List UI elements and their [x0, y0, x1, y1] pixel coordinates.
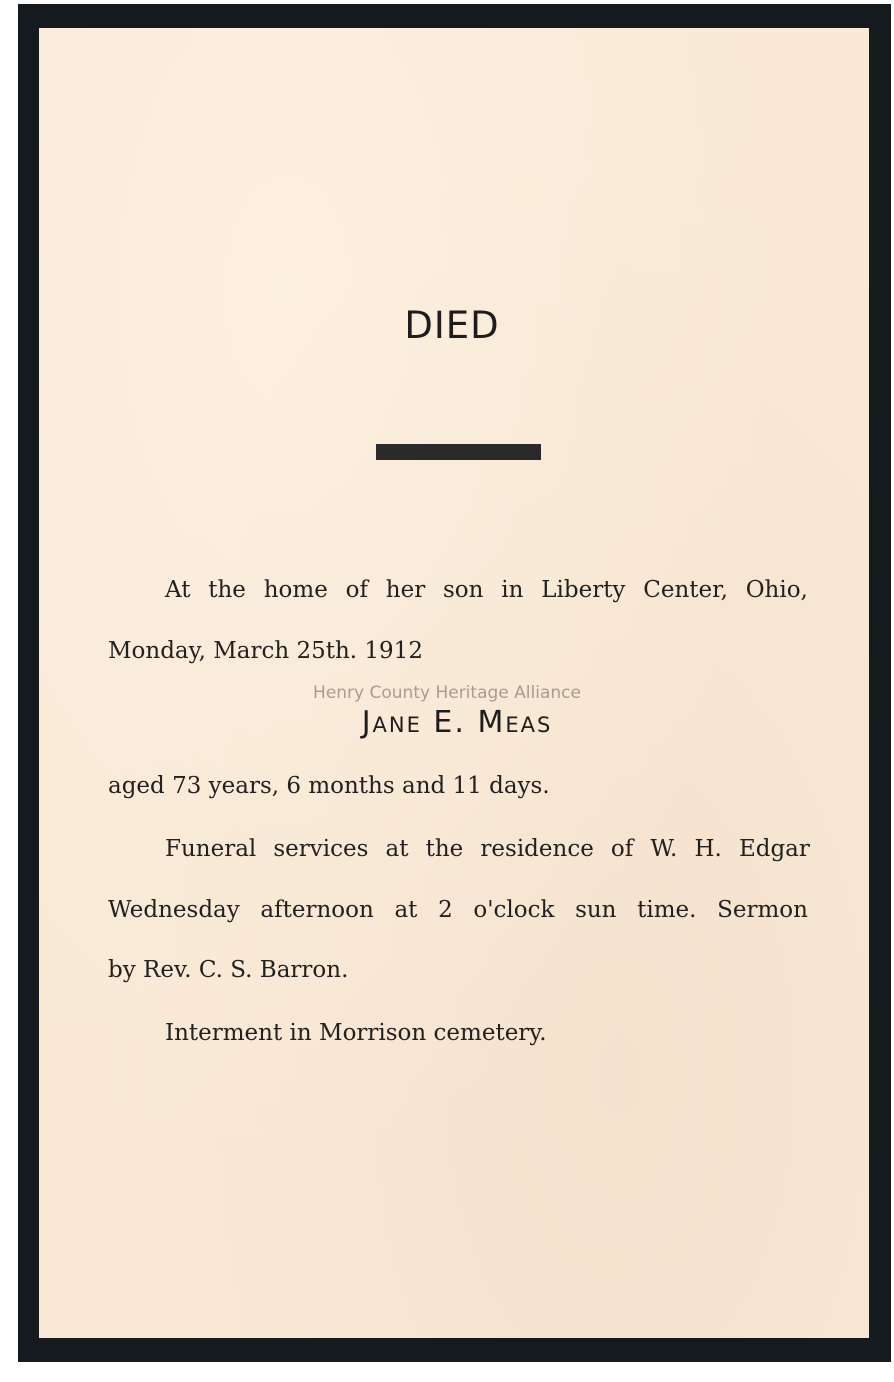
word: at	[385, 836, 409, 862]
word: in	[501, 577, 524, 603]
word: her	[385, 577, 426, 603]
word: H.	[694, 836, 722, 862]
word: Center,	[643, 577, 728, 603]
word: At	[165, 577, 191, 603]
word: Ohio,	[745, 577, 808, 603]
word: Funeral	[165, 836, 257, 862]
text-line-interment: Interment in Morrison cemetery.	[165, 1020, 547, 1046]
mourning-rule	[376, 444, 541, 460]
word: o'clock	[473, 897, 555, 923]
word: of	[345, 577, 368, 603]
word: the	[208, 577, 246, 603]
word: the	[425, 836, 464, 862]
word: home	[263, 577, 328, 603]
text-line-sermon: by Rev. C. S. Barron.	[108, 957, 349, 983]
word: Sermon	[717, 897, 808, 923]
word: 2	[438, 897, 453, 923]
word: Wednesday	[108, 897, 240, 923]
word: residence	[480, 836, 594, 862]
word: at	[394, 897, 418, 923]
text-line-date: Monday, March 25th. 1912	[108, 638, 423, 664]
word: time.	[637, 897, 697, 923]
word: afternoon	[260, 897, 374, 923]
word: Edgar	[738, 836, 810, 862]
word: of	[610, 836, 634, 862]
word: W.	[650, 836, 678, 862]
heading-died: DIED	[404, 304, 500, 347]
word: son	[443, 577, 484, 603]
word: services	[273, 836, 369, 862]
text-line-funeral	[165, 836, 810, 862]
word: sun	[575, 897, 617, 923]
text-line-time	[108, 897, 808, 923]
word: Liberty	[541, 577, 626, 603]
deceased-name: Jane E. Meas	[361, 705, 553, 740]
text-line-home	[165, 577, 808, 603]
text-line-age: aged 73 years, 6 months and 11 days.	[108, 773, 550, 799]
watermark-text: Henry County Heritage Alliance	[313, 683, 581, 703]
